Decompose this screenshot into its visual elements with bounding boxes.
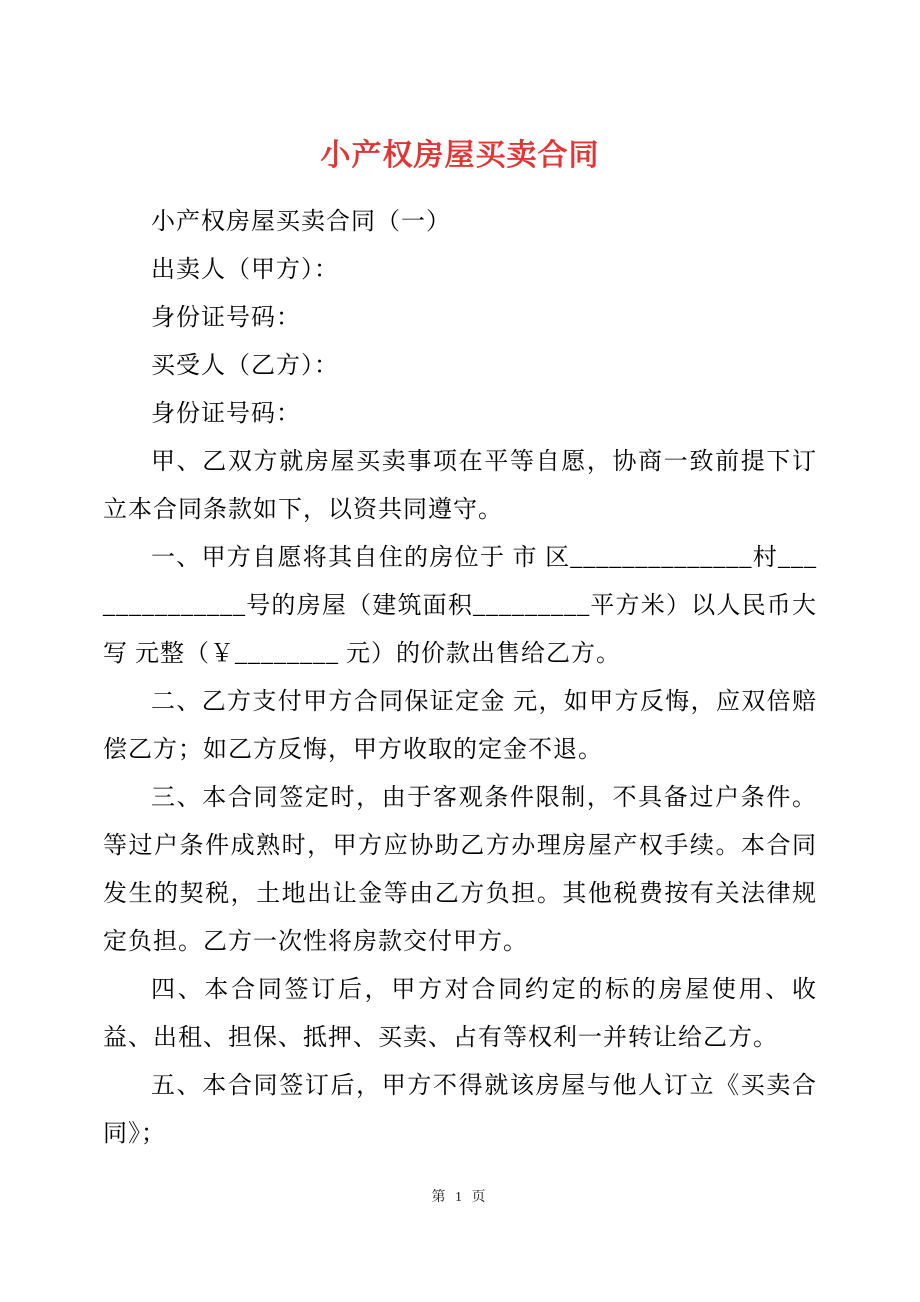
page-title: 小产权房屋买卖合同 [320, 139, 600, 172]
paragraph-seller: 出卖人（甲方）： [151, 257, 339, 283]
paragraph-buyer: 买受人（乙方）： [151, 353, 339, 379]
paragraph-clause-4: 四、本合同签订后，甲方对合同约定的标的房屋使用、收益、出租、担保、抵押、买卖、占有等权利一并转让给乙方。 [103, 977, 817, 1051]
paragraph-clause-5: 五、本合同签订后，甲方不得就该房屋与他人订立《买卖合同》； [103, 1073, 817, 1147]
paragraph-clause-2: 二、乙方支付甲方合同保证定金 元，如甲方反悔，应双倍赔偿乙方；如乙方反悔，甲方收取的定金不退。 [103, 689, 817, 763]
page-number: 第 1 页 [431, 1190, 489, 1205]
paragraph-subtitle: 小产权房屋买卖合同（一） [151, 209, 451, 235]
paragraph-buyer-id: 身份证号码： [151, 401, 301, 427]
paragraph-clause-3: 三、本合同签定时，由于客观条件限制，不具备过户条件。等过户条件成熟时，甲方应协助乙方办理房屋产权手续。本合同发生的契税，土地出让金等由乙方负担。其他税费按有关法律规定负担。乙方一次性将房款交付甲方。 [103, 785, 817, 955]
document-body [103, 198, 817, 1158]
paragraph-seller-id: 身份证号码： [151, 305, 301, 331]
paragraph-clause-1: 一、甲方自愿将其自住的房位于 市 区______________村______________号的房屋（建筑面积_________平方米）以人民币大写 元整（￥________ 元）的价款出售给乙方。 [103, 545, 817, 667]
paragraph-preamble: 甲、乙双方就房屋买卖事项在平等自愿，协商一致前提下订立本合同条款如下，以资共同遵守。 [103, 449, 817, 523]
